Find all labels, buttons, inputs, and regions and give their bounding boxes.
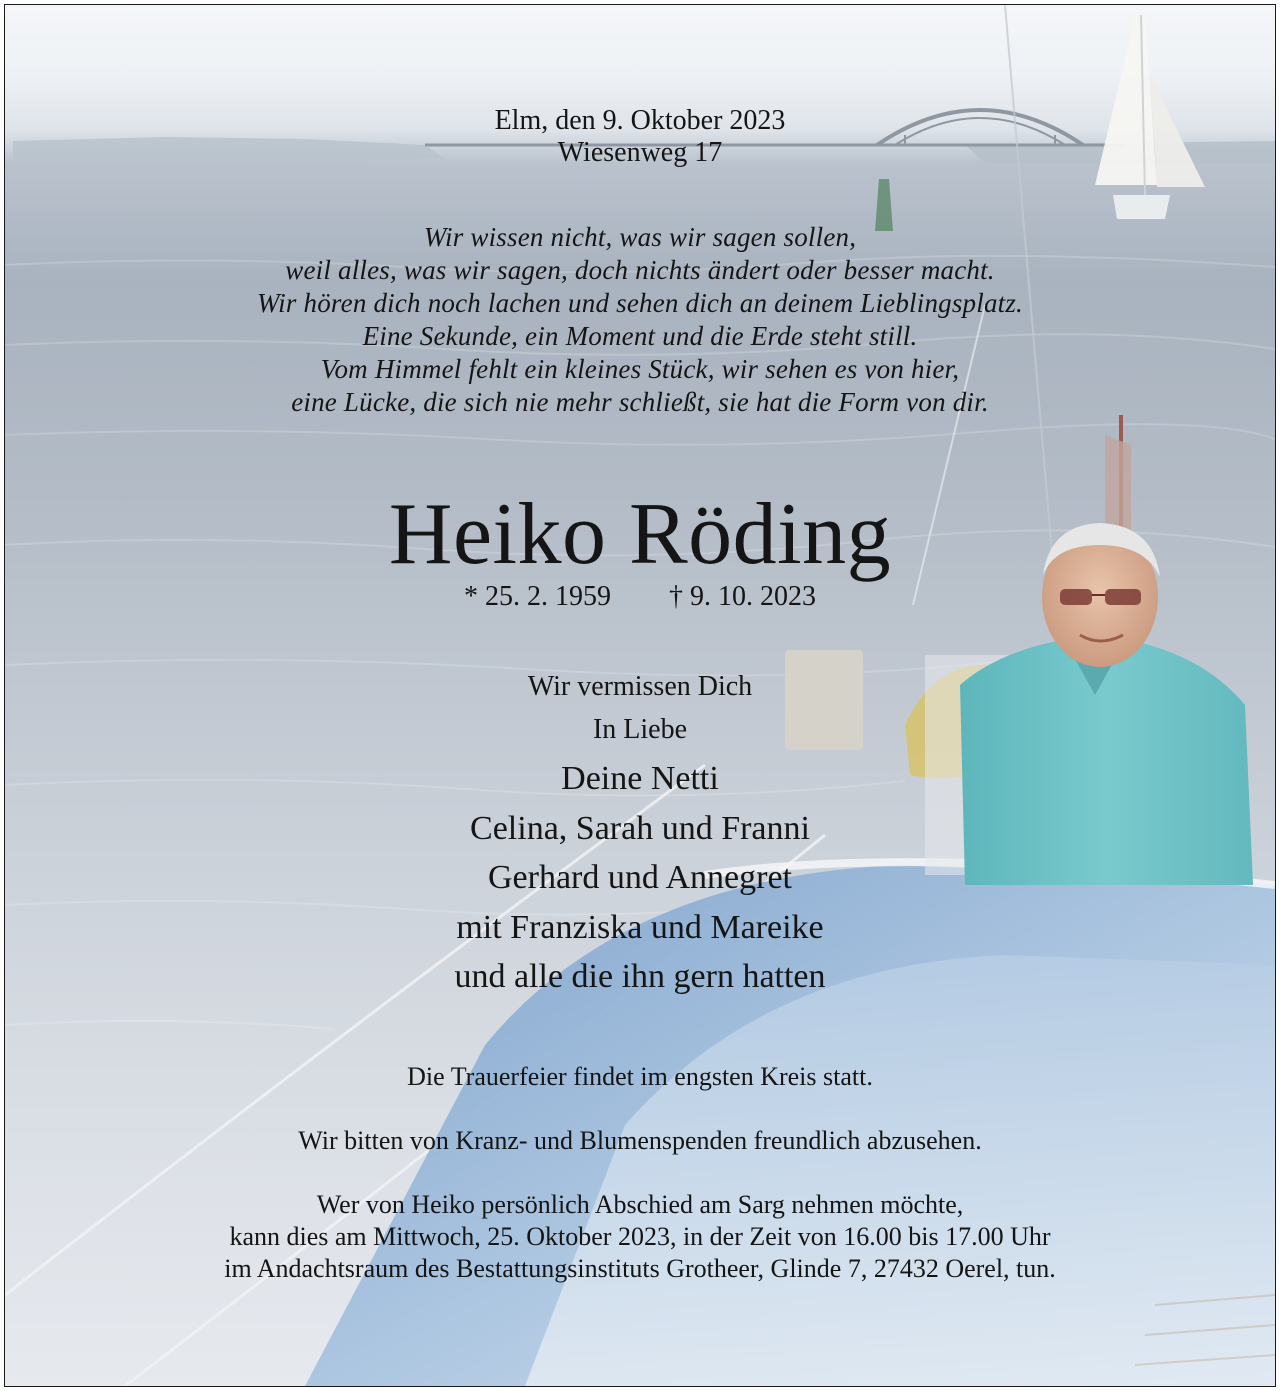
birth-date: * 25. 2. 1959 — [464, 581, 611, 612]
deceased-name: Heiko Röding — [388, 486, 892, 583]
ceremony-info: Die Trauerfeier findet im engsten Kreis statt. — [407, 1062, 873, 1091]
family-member: mit Franziska und Mareike — [456, 909, 824, 946]
poem-line: eine Lücke, die sich nie mehr schließt, sie hat die Form von dir. — [291, 387, 989, 417]
notice-text — [5, 5, 1275, 1386]
life-dates — [5, 581, 1275, 613]
place-date: Elm, den 9. Oktober 2023 — [494, 105, 786, 136]
death-date: † 9. 10. 2023 — [669, 581, 816, 612]
poem-line: weil alles, was wir sagen, doch nichts ändert oder besser macht. — [285, 255, 995, 285]
family-member: Gerhard und Annegret — [487, 859, 792, 896]
flowers-info: Wir bitten von Kranz- und Blumenspenden freundlich abzusehen. — [298, 1126, 982, 1155]
farewell-line: Wer von Heiko persönlich Abschied am Sarg nehmen möchte, — [316, 1190, 964, 1219]
obituary-notice — [4, 4, 1276, 1387]
poem-line: Eine Sekunde, ein Moment und die Erde steht still. — [362, 321, 918, 351]
address: Wiesenweg 17 — [557, 137, 723, 168]
in-love-text: In Liebe — [592, 714, 688, 745]
poem-line: Wir wissen nicht, was wir sagen sollen, — [423, 222, 857, 252]
poem-line: Vom Himmel fehlt ein kleines Stück, wir sehen es von hier, — [320, 354, 960, 384]
miss-you-text: Wir vermissen Dich — [527, 671, 753, 702]
family-member: Deine Netti — [561, 760, 719, 797]
poem-line: Wir hören dich noch lachen und sehen dich an deinem Lieblingsplatz. — [256, 288, 1024, 318]
family-member: und alle die ihn gern hatten — [454, 958, 826, 995]
farewell-line: im Andachtsraum des Bestattungsinstituts Grotheer, Glinde 7, 27432 Oerel, tun. — [224, 1254, 1056, 1283]
farewell-line: kann dies am Mittwoch, 25. Oktober 2023, in der Zeit von 16.00 bis 17.00 Uhr — [229, 1222, 1051, 1251]
family-member: Celina, Sarah und Franni — [470, 810, 810, 847]
